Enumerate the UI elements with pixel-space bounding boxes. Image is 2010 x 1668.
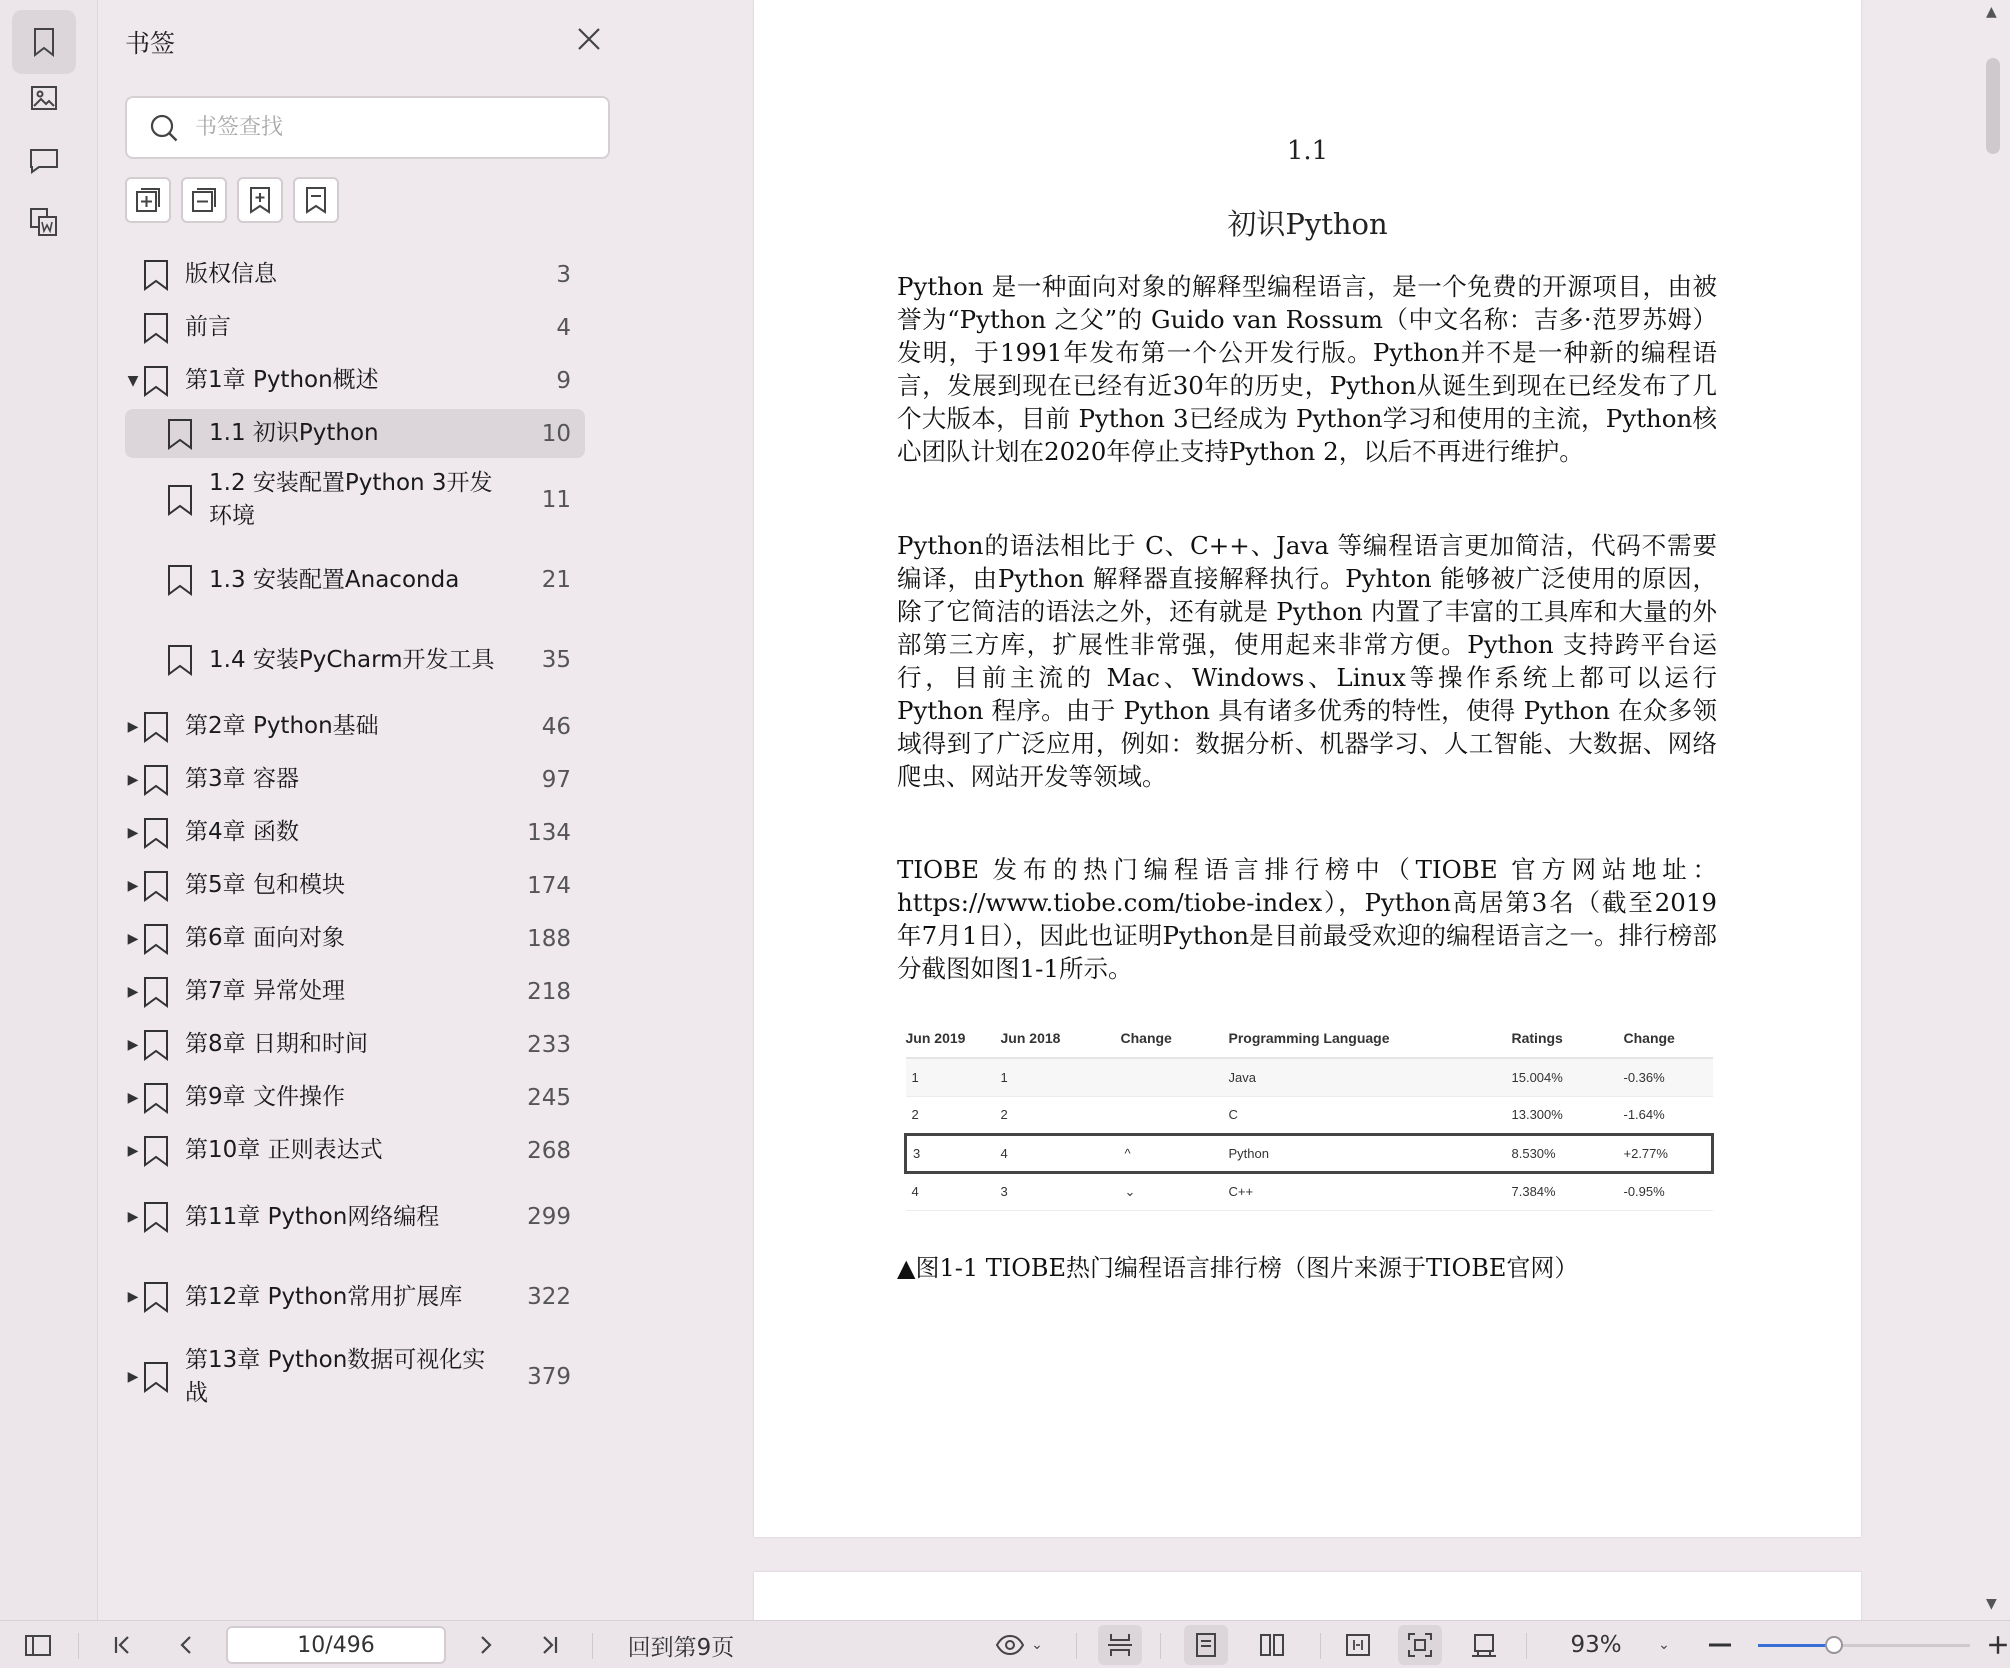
bookmark-page-number: 134 <box>527 819 571 846</box>
bookmark-item[interactable] <box>125 861 585 910</box>
table-cell-jun2019: 1 <box>906 1058 1001 1096</box>
bookmark-icon <box>141 364 171 398</box>
bookmark-icon <box>141 258 171 292</box>
table-cell-change: -1.64% <box>1624 1096 1713 1134</box>
table-cell-change-icon: ^ <box>1121 1134 1229 1172</box>
page-number-input[interactable] <box>226 1626 446 1664</box>
bookmark-icon <box>141 1134 171 1168</box>
bookmark-label: 第3章 容器 <box>185 766 299 792</box>
first-page-button[interactable] <box>102 1621 142 1668</box>
collapsed-caret-icon[interactable]: ▶ <box>127 1089 139 1106</box>
table-cell-jun2018: 2 <box>1001 1096 1121 1134</box>
bookmark-outline-icon <box>300 184 332 216</box>
single-page-button[interactable] <box>1184 1625 1228 1665</box>
continuous-scroll-icon <box>1105 1630 1135 1660</box>
bookmark-page-number: 21 <box>541 567 571 593</box>
table-cell-jun2018: 3 <box>1001 1172 1121 1210</box>
fit-width-icon <box>1343 1630 1373 1660</box>
table-row <box>906 1058 1713 1096</box>
bookmark-item[interactable] <box>125 303 585 352</box>
zoom-out-button[interactable] <box>1700 1621 1740 1668</box>
reading-mode-dropdown[interactable] <box>986 1621 1052 1668</box>
panel-title: 书签 <box>125 29 176 58</box>
eye-icon <box>995 1630 1025 1660</box>
zoom-slider-handle[interactable] <box>1825 1636 1843 1654</box>
add-bookmark-button[interactable] <box>237 177 283 223</box>
rotate-page-icon <box>1469 1630 1499 1660</box>
column-header: Ratings <box>1512 1018 1624 1058</box>
first-page-icon <box>107 1630 137 1660</box>
bookmark-label: 第8章 日期和时间 <box>185 1031 368 1057</box>
column-header: Jun 2018 <box>1001 1018 1121 1058</box>
document-page <box>754 0 1861 1537</box>
table-cell-change-icon: ⌄ <box>1121 1172 1229 1210</box>
bookmark-label: 1.4 安装PyCharm开发工具 <box>209 646 495 673</box>
status-bar <box>0 1620 2010 1668</box>
chevron-down-icon: ⌄ <box>1031 1637 1043 1653</box>
collapsed-caret-icon[interactable]: ▶ <box>127 1209 139 1225</box>
collapsed-caret-icon[interactable]: ▶ <box>127 1036 139 1053</box>
bookmark-page-number: 268 <box>527 1137 571 1164</box>
bookmark-item[interactable] <box>125 1073 585 1122</box>
bookmark-icon <box>141 869 171 903</box>
bookmark-item[interactable] <box>125 542 585 618</box>
table-cell-language: C++ <box>1229 1172 1512 1210</box>
bookmark-label: 第5章 包和模块 <box>185 872 345 898</box>
bookmark-item[interactable] <box>125 702 585 751</box>
bookmark-page-number: 46 <box>541 713 571 740</box>
table-cell-ratings: 15.004% <box>1512 1058 1624 1096</box>
table-cell-jun2018: 1 <box>1001 1058 1121 1096</box>
bookmark-page-number: 10 <box>541 420 571 447</box>
bookmark-label: 第4章 函数 <box>185 819 299 845</box>
bookmark-icon <box>165 417 195 451</box>
bookmark-icon <box>165 643 195 677</box>
bookmark-label: 1.3 安装配置Anaconda <box>209 566 460 593</box>
bookmark-item[interactable] <box>125 1126 585 1175</box>
column-header: Programming Language <box>1229 1018 1512 1058</box>
bookmark-item[interactable] <box>125 967 585 1016</box>
collapsed-caret-icon[interactable]: ▶ <box>127 1289 139 1305</box>
paragraph-2: Python的语法相比于 C、C++、Java 等编程语言更加简洁，代码不需要编译，由Python 解释器直接解释执行。Pyhton 能够被广泛使用的原因，除了它简洁的语法之外，还有就是 Python 内置了丰富的工具库和大量的外部第三方库，扩展性非常强，使用起来非常方便。Python 支持跨平台运行，目前主流的 Mac、Windows、Linux等操作系统上都可以运行 Python 程序。由于 Python 具有诸多优秀的特性，使得 Python 在众多领域得到了广泛应用，例如：数据分析、机器学习、人工智能、大数据、网络爬虫、网站开发等领域。 <box>897 531 1717 791</box>
expanded-caret-icon[interactable]: ▼ <box>127 372 139 389</box>
tiobe-ranking-figure <box>904 1018 1714 1211</box>
zoom-slider-fill <box>1758 1644 1834 1647</box>
bookmark-item[interactable] <box>125 914 585 963</box>
collapsed-caret-icon[interactable]: ▶ <box>127 930 139 947</box>
column-header: Jun 2019 <box>906 1018 1001 1058</box>
table-cell-change: +2.77% <box>1624 1134 1713 1172</box>
bookmark-label: 第7章 异常处理 <box>185 978 345 1004</box>
single-page-icon <box>1191 1630 1221 1660</box>
table-row <box>906 1172 1713 1210</box>
bookmark-page-number: 322 <box>527 1284 571 1310</box>
table-cell-language: C <box>1229 1096 1512 1134</box>
bookmark-icon <box>141 1081 171 1115</box>
table-cell-jun2018: 4 <box>1001 1134 1121 1172</box>
collapsed-caret-icon[interactable]: ▶ <box>127 824 139 841</box>
bookmark-item[interactable] <box>125 755 585 804</box>
column-header: Change <box>1121 1018 1229 1058</box>
bookmark-page-number: 97 <box>541 766 571 793</box>
bookmark-icon <box>141 816 171 850</box>
bookmark-label: 1.1 初识Python <box>209 420 379 446</box>
sidebar-toggle-icon <box>23 1630 53 1660</box>
bookmark-page-number: 233 <box>527 1031 571 1058</box>
bookmark-item[interactable] <box>125 1179 585 1255</box>
bookmark-label: 第2章 Python基础 <box>185 713 379 739</box>
close-icon <box>576 26 602 52</box>
bookmark-label: 第6章 面向对象 <box>185 925 345 951</box>
collapsed-caret-icon[interactable]: ▶ <box>127 983 139 1000</box>
search-icon <box>147 111 181 145</box>
bookmark-item[interactable] <box>125 622 585 698</box>
table-cell-ratings: 8.530% <box>1512 1134 1624 1172</box>
bookmark-icon <box>141 311 171 345</box>
bookmark-icon <box>141 763 171 797</box>
table-cell-language: Python <box>1229 1134 1512 1172</box>
table-row <box>906 1096 1713 1134</box>
plus-icon <box>1986 1630 2010 1660</box>
bookmark-icon <box>165 563 195 597</box>
bookmark-icon <box>141 922 171 956</box>
bookmark-page-number: 188 <box>527 925 571 952</box>
continuous-scroll-button[interactable] <box>1098 1625 1142 1665</box>
two-page-button[interactable] <box>1250 1621 1294 1668</box>
minus-icon <box>1705 1630 1735 1660</box>
table-cell-ratings: 7.384% <box>1512 1172 1624 1210</box>
last-page-button[interactable] <box>530 1621 570 1668</box>
paragraph-1: Python 是一种面向对象的解释型编程语言，是一个免费的开源项目，由被誉为“Python 之父”的 Guido van Rossum（中文名称：吉多·范罗苏姆）发明，于1991年发布第一个公开发行版。Python并不是一种新的编程语言，发展到现在已经有近30年的历史，Python从诞生到现在已经发布了几个大版本，目前 Python 3已经成为 Python学习和使用的主流，Python核心团队计划在2020年停止支持Python 2，以后不再进行维护。 <box>897 272 1717 466</box>
close-panel-button[interactable] <box>574 24 604 54</box>
expand-all-button[interactable] <box>125 177 171 223</box>
bookmark-page-number: 218 <box>527 978 571 1005</box>
bookmark-item[interactable] <box>125 356 585 405</box>
table-cell-jun2019: 4 <box>906 1172 1001 1210</box>
two-page-icon <box>1257 1630 1287 1660</box>
collapsed-caret-icon[interactable]: ▶ <box>127 718 139 735</box>
fit-page-icon <box>1405 1630 1435 1660</box>
fit-width-button[interactable] <box>1336 1621 1380 1668</box>
table-cell-ratings: 13.300% <box>1512 1096 1624 1134</box>
bookmark-label: 第12章 Python常用扩展库 <box>185 1283 463 1310</box>
toggle-sidebar-button[interactable] <box>18 1621 58 1668</box>
column-header: Change <box>1624 1018 1713 1058</box>
back-to-page-link[interactable]: 回到第9页 <box>627 1634 735 1661</box>
table-cell-jun2019: 3 <box>906 1134 1001 1172</box>
zoom-in-button[interactable] <box>1986 1621 2010 1668</box>
bookmark-item[interactable] <box>125 808 585 857</box>
collapse-all-button[interactable] <box>181 177 227 223</box>
collapsed-caret-icon[interactable]: ▶ <box>127 771 139 788</box>
left-tool-rail <box>0 0 98 1620</box>
bookmark-icon <box>141 1360 171 1394</box>
last-page-icon <box>535 1630 565 1660</box>
comment-icon <box>27 143 61 177</box>
bookmark-icon <box>27 25 61 59</box>
bookmark-icon <box>141 1028 171 1062</box>
bookmark-item[interactable] <box>125 1020 585 1069</box>
scroll-down-arrow-icon[interactable]: ▼ <box>1986 1596 1997 1612</box>
table-row <box>906 1134 1713 1172</box>
collapsed-caret-icon[interactable]: ▶ <box>127 1369 139 1385</box>
next-page-button[interactable] <box>466 1621 506 1668</box>
comment-panel-button[interactable] <box>12 128 76 192</box>
document-scrollbar-thumb[interactable] <box>1986 58 2000 154</box>
bookmark-page-number: 35 <box>541 647 571 673</box>
bookmark-label: 第10章 正则表达式 <box>185 1137 383 1163</box>
previous-page-button[interactable] <box>166 1621 206 1668</box>
collapsed-caret-icon[interactable]: ▶ <box>127 1142 139 1159</box>
section-number: 1.1 <box>1286 136 1329 166</box>
bookmark-style-button[interactable] <box>293 177 339 223</box>
fit-page-button[interactable] <box>1398 1625 1442 1665</box>
table-cell-change: -0.36% <box>1624 1058 1713 1096</box>
bookmark-search <box>125 96 610 159</box>
document-scrollbar-track[interactable] <box>1984 0 2010 1620</box>
figure-caption: ▲图1-1 TIOBE热门编程语言排行榜（图片来源于TIOBE官网） <box>897 1254 1579 1282</box>
document-viewport <box>638 0 1990 1620</box>
bookmark-page-number: 174 <box>527 872 571 899</box>
image-panel-button[interactable] <box>12 66 76 130</box>
bookmark-icon <box>141 1280 171 1314</box>
bookmark-panel-button[interactable] <box>12 10 76 74</box>
bookmark-page-number: 245 <box>527 1084 571 1111</box>
bookmark-page-number: 379 <box>527 1364 571 1390</box>
bookmark-label: 1.2 安装配置Python 3开发环境 <box>209 470 493 529</box>
bookmark-label: 版权信息 <box>185 261 277 287</box>
bookmark-page-number: 4 <box>556 314 571 341</box>
chevron-left-icon <box>171 1630 201 1660</box>
bookmark-label: 第13章 Python数据可视化实战 <box>185 1347 486 1406</box>
chevron-right-icon <box>471 1630 501 1660</box>
bookmark-label: 第1章 Python概述 <box>185 367 379 393</box>
bookmark-item[interactable] <box>125 1339 585 1415</box>
bookmark-toolbar <box>125 177 339 223</box>
expand-all-icon <box>132 184 164 216</box>
rotate-page-button[interactable] <box>1462 1621 1506 1668</box>
bookmark-label: 第11章 Python网络编程 <box>185 1203 440 1230</box>
word-convert-button[interactable] <box>12 190 76 254</box>
table-cell-change-icon <box>1121 1058 1229 1096</box>
bookmark-page-number: 9 <box>556 367 571 394</box>
bookmark-icon <box>141 710 171 744</box>
paragraph-3: TIOBE 发布的热门编程语言排行榜中（TIOBE 官方网站地址：https://www.tiobe.com/tiobe-index），Python高居第3名（截至2019年7月1日），因此也证明Python是目前最受欢迎的编程语言之一。排行榜部分截图如图1-1所示。 <box>897 855 1717 983</box>
bookmark-icon <box>141 975 171 1009</box>
word-convert-icon <box>27 205 61 239</box>
bookmark-item[interactable] <box>125 462 585 538</box>
table-cell-change: -0.95% <box>1624 1172 1713 1210</box>
bookmark-page-number: 299 <box>527 1204 571 1230</box>
bookmark-search-input[interactable] <box>195 115 575 140</box>
table-cell-jun2019: 2 <box>906 1096 1001 1134</box>
add-bookmark-icon <box>244 184 276 216</box>
zoom-level[interactable]: 93% <box>1570 1632 1622 1658</box>
bookmark-label: 前言 <box>185 314 231 340</box>
bookmark-label: 第9章 文件操作 <box>185 1084 345 1110</box>
bookmark-page-number: 11 <box>541 487 571 513</box>
bookmark-page-number: 3 <box>556 261 571 288</box>
bookmark-item[interactable] <box>125 250 585 299</box>
collapsed-caret-icon[interactable]: ▶ <box>127 877 139 894</box>
chevron-down-icon: ⌄ <box>1658 1637 1670 1653</box>
scroll-up-arrow-icon[interactable]: ▲ <box>1986 4 1997 20</box>
collapse-all-icon <box>188 184 220 216</box>
zoom-dropdown[interactable] <box>1652 1621 1676 1668</box>
bookmark-panel <box>98 0 638 1620</box>
bookmark-icon <box>165 483 195 517</box>
table-cell-change-icon <box>1121 1096 1229 1134</box>
bookmark-item[interactable] <box>125 1259 585 1335</box>
image-icon <box>27 81 61 115</box>
bookmark-item[interactable] <box>125 409 585 458</box>
table-cell-language: Java <box>1229 1058 1512 1096</box>
bookmark-icon <box>141 1200 171 1234</box>
section-title: 初识Python <box>1227 207 1388 241</box>
